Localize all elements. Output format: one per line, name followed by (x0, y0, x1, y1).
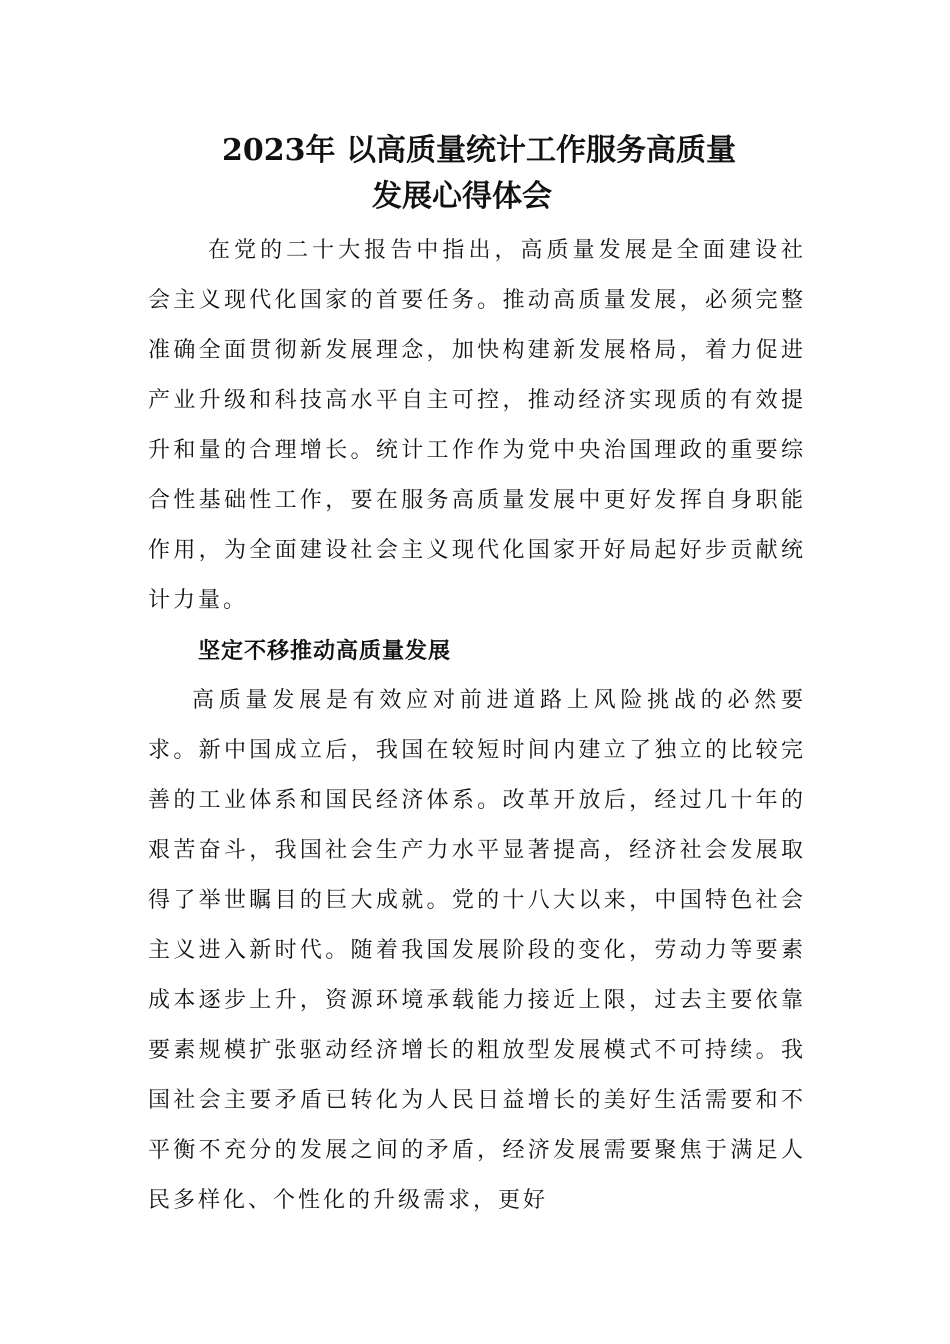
document-title (150, 128, 870, 220)
document-body (148, 226, 806, 1226)
title-line-2: 发展心得体会 (372, 179, 552, 214)
section-heading: 坚定不移推动高质量发展 (198, 638, 452, 664)
intro-paragraph: 在党的二十大报告中指出，高质量发展是全面建设社会主义现代化国家的首要任务。推动高质量发展，必须完整准确全面贯彻新发展理念，加快构建新发展格局，着力促进产业升级和科技高水平自主可控，推动经济实现质的有效提升和量的合理增长。统计工作作为党中央治国理政的重要综合性基础性工作，要在服务高质量发展中更好发挥自身职能作用，为全面建设社会主义现代化国家开好局起好步贡献统计力量。 (148, 238, 806, 613)
body-paragraph: 高质量发展是有效应对前进道路上风险挑战的必然要求。新中国成立后，我国在较短时间内建立了独立的比较完善的工业体系和国民经济体系。改革开放后，经过几十年的艰苦奋斗，我国社会生产力水平显著提高，经济社会发展取得了举世瞩目的巨大成就。党的十八大以来，中国特色社会主义进入新时代。随着我国发展阶段的变化，劳动力等要素成本逐步上升，资源环境承载能力接近上限，过去主要依靠要素规模扩张驱动经济增长的粗放型发展模式不可持续。我国社会主要矛盾已转化为人民日益增长的美好生活需要和不平衡不充分的发展之间的矛盾，经济发展需要聚焦于满足人民多样化、个性化的升级需求，更好 (148, 688, 806, 1213)
title-line-1: 2023年 以高质量统计工作服务高质量 (222, 133, 736, 168)
